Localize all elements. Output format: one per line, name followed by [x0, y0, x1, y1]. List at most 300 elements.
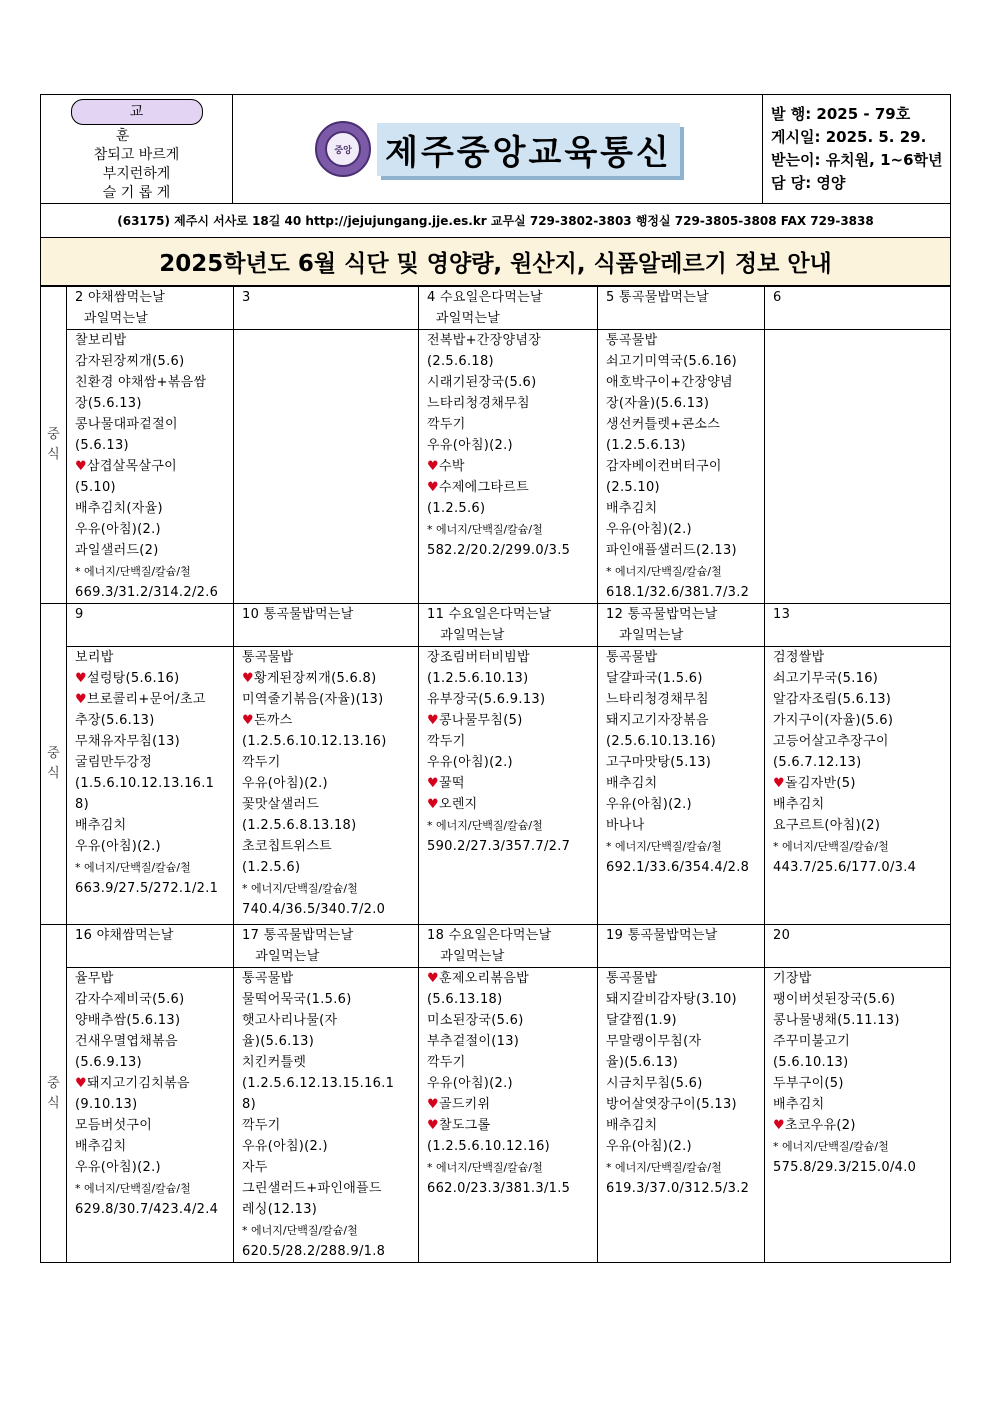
menu-item [773, 710, 950, 731]
heart-icon: ♥ [75, 671, 87, 686]
menu-item [773, 647, 950, 668]
menu-item-text: 돌김자반(5) [784, 776, 856, 791]
menu-item [427, 540, 597, 561]
menu-item-text: 통곡물밥 [606, 971, 658, 986]
menu-item [606, 1115, 764, 1136]
menu-item-text: 생선커틀렛+콘소스 [606, 417, 721, 432]
menu-item [75, 393, 233, 414]
menu-item [427, 498, 597, 519]
menu-item [242, 1010, 418, 1031]
menu-item [242, 668, 418, 689]
menu-item [773, 857, 950, 878]
menu-item-text: (5.6.9.13) [75, 1055, 142, 1070]
menu-item-text: 주꾸미불고기 [773, 1034, 851, 1049]
menu-item-text: * 에너지/단백질/칼슘/철 [242, 1224, 358, 1237]
menu-item [75, 456, 233, 477]
day-label: 과일먹는날 [427, 628, 505, 643]
day-label: 과일먹는날 [606, 628, 684, 643]
day-label: 17 통곡물밥먹는날 [242, 928, 354, 943]
day-header-cell [67, 287, 234, 330]
menu-item-text: 590.2/27.3/357.7/2.7 [427, 839, 571, 854]
menu-item-text: (1.2.5.6) [427, 501, 486, 516]
menu-item-text: 달걀파국(1.5.6) [606, 671, 703, 686]
menu-item [75, 878, 233, 899]
day-header-cell [765, 287, 951, 330]
menu-item [242, 899, 418, 920]
week-1-menu-row [41, 330, 951, 604]
menu-item [606, 414, 764, 435]
menu-item [606, 498, 764, 519]
menu-item [427, 1031, 597, 1052]
menu-cell [67, 647, 234, 925]
menu-item [242, 1073, 418, 1094]
menu-item [75, 968, 233, 989]
menu-item [75, 689, 233, 710]
menu-item-text: 배추김치 [606, 776, 658, 791]
menu-item [606, 1031, 764, 1052]
menu-item-text: (5.10) [75, 480, 116, 495]
menu-item [427, 414, 597, 435]
menu-item-text: 통곡물밥 [242, 650, 294, 665]
menu-item [606, 582, 764, 603]
menu-cell [67, 968, 234, 1263]
menu-item-text: 기장밥 [773, 971, 812, 986]
menu-item-text: 620.5/28.2/288.9/1.8 [242, 1244, 386, 1259]
title-cell [233, 95, 763, 204]
menu-item [427, 1010, 597, 1031]
menu-item [773, 815, 950, 836]
week-3-day-row [41, 925, 951, 968]
menu-item-text: 쇠고기미역국(5.6.16) [606, 354, 738, 369]
day-header-cell [765, 925, 951, 968]
menu-item-text: 619.3/37.0/312.5/3.2 [606, 1181, 750, 1196]
menu-item-text: 배추김치 [75, 1139, 127, 1154]
menu-item [773, 989, 950, 1010]
menu-item-text: * 에너지/단백질/칼슘/철 [427, 1161, 543, 1174]
menu-cell [234, 968, 419, 1263]
menu-item-text: 과일샐러드(2) [75, 543, 159, 558]
menu-item-text: 우유(아침)(2.) [427, 1076, 513, 1091]
menu-item-text: 햇고사리나물(자 [242, 1013, 338, 1028]
menu-item-text: (1.2.5.6.10.13) [427, 671, 529, 686]
menu-item-text: 장조림버터비빔밥 [427, 650, 530, 665]
menu-item [773, 1052, 950, 1073]
menu-item [242, 752, 418, 773]
day-label: 6 [773, 290, 782, 305]
menu-item [606, 1052, 764, 1073]
menu-item [427, 794, 597, 815]
menu-item-text: 배추김치 [606, 501, 658, 516]
post-date: 게시일: 2025. 5. 29. [771, 128, 927, 146]
menu-item-text: 전복밥+간장양념장 [427, 333, 542, 348]
menu-item [75, 1031, 233, 1052]
menu-item-text: (1.2.5.6.10.12.13.16) [242, 734, 387, 749]
day-label: 과일먹는날 [242, 949, 320, 964]
menu-item-text: (2.5.6.18) [427, 354, 494, 369]
menu-item-text: 감자수제비국(5.6) [75, 992, 185, 1007]
menu-item-text: 575.8/29.3/215.0/4.0 [773, 1160, 917, 1175]
menu-item-text: * 에너지/단백질/칼슘/철 [75, 861, 191, 874]
menu-cell [598, 330, 765, 604]
menu-item-text: 찰도그롤 [438, 1118, 491, 1133]
menu-item [75, 773, 233, 794]
menu-item-text: 618.1/32.6/381.7/3.2 [606, 585, 750, 600]
menu-item [606, 647, 764, 668]
menu-item-text: 돼지고기김치볶음 [86, 1076, 190, 1091]
menu-item [606, 519, 764, 540]
school-address: (63175) 제주시 서사로 18길 40 http://jejujungang.jje.es.kr 교무실 729-3802-3803 행정실 729-3805-3808 FAX 729-3838 [41, 204, 951, 238]
nutrition-label [75, 857, 233, 878]
menu-item-text: 그린샐러드+파인애플드 [242, 1181, 382, 1196]
menu-item-text: 느타리청경채무침 [606, 692, 709, 707]
menu-item-text: 훈제오리볶음밥 [438, 971, 529, 986]
menu-item [242, 1199, 418, 1220]
motto-line-3: 슬 기 롭 게 [102, 185, 171, 201]
menu-item-text: 무말랭이무침(자 [606, 1034, 702, 1049]
school-logo-icon: 중앙 [315, 121, 371, 177]
nutrition-label [606, 561, 764, 582]
menu-item [75, 1094, 233, 1115]
menu-item [242, 1052, 418, 1073]
menu-item-text: 유부장국(5.6.9.13) [427, 692, 546, 707]
menu-item-text: 우유(아침)(2.) [427, 438, 513, 453]
menu-item [75, 1157, 233, 1178]
newsletter-title: 제주중앙교육통신 [377, 123, 680, 176]
day-label: 19 통곡물밥먹는날 [606, 928, 718, 943]
menu-item [606, 668, 764, 689]
day-header-cell [419, 925, 598, 968]
day-label: 18 수요일은다먹는날 [427, 928, 552, 943]
menu-item-text: 629.8/30.7/423.4/2.4 [75, 1202, 219, 1217]
menu-item [773, 752, 950, 773]
menu-item [606, 351, 764, 372]
menu-headline: 2025학년도 6월 식단 및 영양량, 원산지, 식품알레르기 정보 안내 [41, 238, 951, 286]
menu-item-text: 깍두기 [427, 734, 466, 749]
menu-item [427, 1052, 597, 1073]
menu-item-text: 582.2/20.2/299.0/3.5 [427, 543, 571, 558]
menu-item [75, 752, 233, 773]
menu-item [606, 731, 764, 752]
motto-line-2: 부지런하게 [102, 166, 171, 182]
menu-item-text: 꽃맛살샐러드 [242, 797, 320, 812]
menu-item [75, 836, 233, 857]
menu-cell [598, 647, 765, 925]
issue-number: 발 행: 2025 - 79호 [771, 105, 911, 123]
menu-item-text: 740.4/36.5/340.7/2.0 [242, 902, 386, 917]
lunch-side-label [41, 287, 67, 604]
menu-item [606, 1073, 764, 1094]
menu-item [75, 498, 233, 519]
menu-item [75, 815, 233, 836]
menu-item-text: 율)(5.6.13) [242, 1034, 315, 1049]
day-header-cell [234, 925, 419, 968]
nutrition-label [75, 1178, 233, 1199]
day-header-cell [419, 604, 598, 647]
menu-item [606, 372, 764, 393]
menu-item-text: 초코칩트위스트 [242, 839, 333, 854]
menu-item [75, 330, 233, 351]
menu-item-text: 알감자조림(5.6.13) [773, 692, 892, 707]
menu-item [75, 731, 233, 752]
menu-item [75, 647, 233, 668]
heart-icon: ♥ [427, 713, 439, 728]
menu-cell [598, 968, 765, 1263]
menu-item [606, 1094, 764, 1115]
menu-item [75, 414, 233, 435]
menu-item-text: * 에너지/단백질/칼슘/철 [75, 1182, 191, 1195]
day-label: 과일먹는날 [427, 949, 505, 964]
menu-item-text: 깍두기 [427, 1055, 466, 1070]
menu-item [242, 1136, 418, 1157]
menu-item-text: 설렁탕(5.6.16) [86, 671, 180, 686]
menu-item-text: (1.2.5.6.8.13.18) [242, 818, 357, 833]
menu-item [242, 836, 418, 857]
nutrition-label [773, 1136, 950, 1157]
menu-item [75, 1115, 233, 1136]
heart-icon: ♥ [427, 776, 439, 791]
menu-item-text: 황게된장찌개(5.6.8) [253, 671, 377, 686]
menu-item-text: 배추김치 [773, 797, 825, 812]
menu-item-text: 시래기된장국(5.6) [427, 375, 537, 390]
menu-item [75, 582, 233, 603]
day-label: 12 통곡물밥먹는날 [606, 607, 718, 622]
menu-item-text: 미역줄기볶음(자율)(13) [242, 692, 384, 707]
menu-item [427, 989, 597, 1010]
menu-item [75, 351, 233, 372]
menu-item [773, 1094, 950, 1115]
day-header-cell [765, 604, 951, 647]
menu-item-text: 무채유자무침(13) [75, 734, 181, 749]
menu-item [606, 968, 764, 989]
side-label-char: 중 [47, 427, 60, 442]
menu-item-text: * 에너지/단백질/칼슘/철 [242, 882, 358, 895]
menu-item-text: 통곡물밥 [606, 650, 658, 665]
menu-item-text: 669.3/31.2/314.2/2.6 [75, 585, 219, 600]
menu-item [427, 435, 597, 456]
menu-cell [234, 647, 419, 925]
heart-icon: ♥ [75, 692, 87, 707]
menu-item-text: 수제에그타르트 [438, 480, 529, 495]
nutrition-label [427, 815, 597, 836]
lunch-side-label [41, 925, 67, 1263]
menu-item [773, 968, 950, 989]
menu-item [242, 968, 418, 989]
menu-item-text: 바나나 [606, 818, 645, 833]
day-label: 20 [773, 928, 791, 943]
menu-item [606, 752, 764, 773]
day-label: 과일먹는날 [75, 311, 149, 326]
side-label-char: 중 [47, 746, 60, 761]
menu-item [606, 689, 764, 710]
menu-item-text: 662.0/23.3/381.3/1.5 [427, 1181, 571, 1196]
menu-item [773, 773, 950, 794]
menu-item-text: 부추겉절이(13) [427, 1034, 520, 1049]
menu-item-text: 우유(아침)(2.) [606, 797, 692, 812]
menu-item [427, 372, 597, 393]
menu-item [75, 519, 233, 540]
menu-item [606, 857, 764, 878]
menu-item [427, 1178, 597, 1199]
menu-item-text: 배추김치 [606, 1118, 658, 1133]
heart-icon: ♥ [427, 1118, 439, 1133]
heart-icon: ♥ [427, 480, 439, 495]
heart-icon: ♥ [773, 1118, 785, 1133]
menu-item-text: 팽이버섯된장국(5.6) [773, 992, 896, 1007]
menu-item-text: 663.9/27.5/272.1/2.1 [75, 881, 219, 896]
day-label: 9 [75, 607, 84, 622]
menu-item [606, 1178, 764, 1199]
menu-cell [419, 647, 598, 925]
menu-item-text: * 에너지/단백질/칼슘/철 [427, 523, 543, 536]
menu-item-text: (5.6.13) [75, 438, 129, 453]
side-label-char: 식 [47, 1095, 60, 1111]
menu-item [242, 1115, 418, 1136]
menu-item-text: 장(5.6.13) [75, 396, 142, 411]
menu-item-text: (9.10.13) [75, 1097, 138, 1112]
heart-icon: ♥ [773, 776, 785, 791]
menu-item-text: 치킨커틀렛 [242, 1055, 307, 1070]
menu-item [606, 794, 764, 815]
lunch-menu-table [40, 286, 951, 1263]
menu-item-text: 깍두기 [427, 417, 466, 432]
menu-item-text: 깍두기 [242, 755, 281, 770]
menu-item [773, 1031, 950, 1052]
menu-item-text: 콩나물무침(5) [438, 713, 523, 728]
menu-item-text: 시금치무침(5.6) [606, 1076, 703, 1091]
recipients: 받는이: 유치원, 1~6학년 [771, 151, 943, 169]
day-header-cell [598, 925, 765, 968]
menu-item-text: 느타리청경채무침 [427, 396, 530, 411]
contact-person: 담 당: 영양 [771, 174, 846, 192]
nutrition-label [242, 878, 418, 899]
menu-item [427, 456, 597, 477]
menu-item-text: 배추김치 [75, 818, 127, 833]
menu-item [427, 351, 597, 372]
menu-item [427, 1136, 597, 1157]
menu-item-text: 443.7/25.6/177.0/3.4 [773, 860, 917, 875]
heart-icon: ♥ [427, 459, 439, 474]
day-label: 4 수요일은다먹는날 [427, 290, 543, 305]
menu-item-text: 우유(아침)(2.) [606, 522, 692, 537]
menu-cell [234, 330, 419, 604]
menu-item-text: (5.6.10.13) [773, 1055, 849, 1070]
newsletter-document [40, 94, 950, 1263]
menu-item [242, 1031, 418, 1052]
menu-item [75, 668, 233, 689]
menu-item-text: 우유(아침)(2.) [242, 776, 328, 791]
week-2-day-row [41, 604, 951, 647]
menu-item [75, 540, 233, 561]
menu-item [242, 1178, 418, 1199]
menu-item-text: 692.1/33.6/354.4/2.8 [606, 860, 750, 875]
menu-item [75, 372, 233, 393]
menu-cell [419, 968, 598, 1263]
menu-item-text: (2.5.6.10.13.16) [606, 734, 717, 749]
menu-item [242, 794, 418, 815]
nutrition-label [773, 836, 950, 857]
menu-item [427, 647, 597, 668]
menu-item-text: (5.6.13.18) [427, 992, 503, 1007]
menu-item-text: 파인애플샐러드(2.13) [606, 543, 737, 558]
day-label: 과일먹는날 [427, 311, 501, 326]
menu-item [773, 731, 950, 752]
menu-item [606, 477, 764, 498]
menu-item-text: 초코우유(2) [784, 1118, 856, 1133]
side-label-char: 식 [47, 766, 60, 781]
menu-cell [765, 647, 951, 925]
menu-item-text: 골드키위 [438, 1097, 491, 1112]
menu-item [606, 393, 764, 414]
menu-item [606, 1136, 764, 1157]
menu-cell [765, 330, 951, 604]
menu-item-text: 굴림만두강정 [75, 755, 153, 770]
heart-icon: ♥ [427, 971, 439, 986]
menu-item-text: * 에너지/단백질/칼슘/철 [427, 819, 543, 832]
menu-item [427, 1094, 597, 1115]
menu-item [606, 456, 764, 477]
menu-item [606, 540, 764, 561]
menu-item-text: (1.2.5.6.10.12.16) [427, 1139, 551, 1154]
menu-item-text: 자두 [242, 1160, 268, 1175]
day-label: 3 [242, 290, 251, 305]
menu-item [75, 1052, 233, 1073]
menu-item-text: 고등어살고추장구이 [773, 734, 889, 749]
menu-item [242, 689, 418, 710]
day-header-cell [234, 604, 419, 647]
heart-icon: ♥ [427, 1097, 439, 1112]
menu-item [75, 435, 233, 456]
heart-icon: ♥ [75, 459, 87, 474]
menu-item-text: 감자된장찌개(5.6) [75, 354, 185, 369]
day-label: 2 야채쌈먹는날 [75, 290, 166, 305]
nutrition-label [75, 561, 233, 582]
side-label-char: 중 [47, 1075, 60, 1091]
menu-item-text: 콩나물냉채(5.11.13) [773, 1013, 900, 1028]
menu-item-text: * 에너지/단백질/칼슘/철 [606, 840, 722, 853]
week-1-day-row [41, 287, 951, 330]
menu-item-text: * 에너지/단백질/칼슘/철 [75, 565, 191, 578]
menu-item [773, 1010, 950, 1031]
day-header-cell [67, 925, 234, 968]
menu-item-text: 감자베이컨버터구이 [606, 459, 722, 474]
menu-item-text: 물떡어묵국(1.5.6) [242, 992, 352, 1007]
menu-item [773, 1073, 950, 1094]
menu-item-text: 콩나물대파겉절이 [75, 417, 178, 432]
menu-item-text: 미소된장국(5.6) [427, 1013, 524, 1028]
newsletter-header [40, 94, 951, 286]
menu-item-text: 추장(5.6.13) [75, 713, 155, 728]
menu-item [427, 836, 597, 857]
menu-item-text: 꿀떡 [438, 776, 465, 791]
day-header-cell [67, 604, 234, 647]
menu-cell [67, 330, 234, 604]
menu-item-text: 돼지갈비감자탕(3.10) [606, 992, 737, 1007]
menu-item-text: 브로콜리+문어/초고 [86, 692, 206, 707]
menu-item-text: 배추김치(자율) [75, 501, 163, 516]
menu-item-text: 모듬버섯구이 [75, 1118, 153, 1133]
menu-item [606, 989, 764, 1010]
nutrition-label [427, 1157, 597, 1178]
menu-item [773, 794, 950, 815]
heart-icon: ♥ [427, 797, 439, 812]
day-label: 11 수요일은다먹는날 [427, 607, 552, 622]
menu-item-text: (1.2.5.6.12.13.15.16.1 [242, 1076, 395, 1091]
menu-item [773, 1115, 950, 1136]
menu-item-text: 율무밥 [75, 971, 114, 986]
week-2-menu-row [41, 647, 951, 925]
menu-item [427, 393, 597, 414]
menu-cell [419, 330, 598, 604]
